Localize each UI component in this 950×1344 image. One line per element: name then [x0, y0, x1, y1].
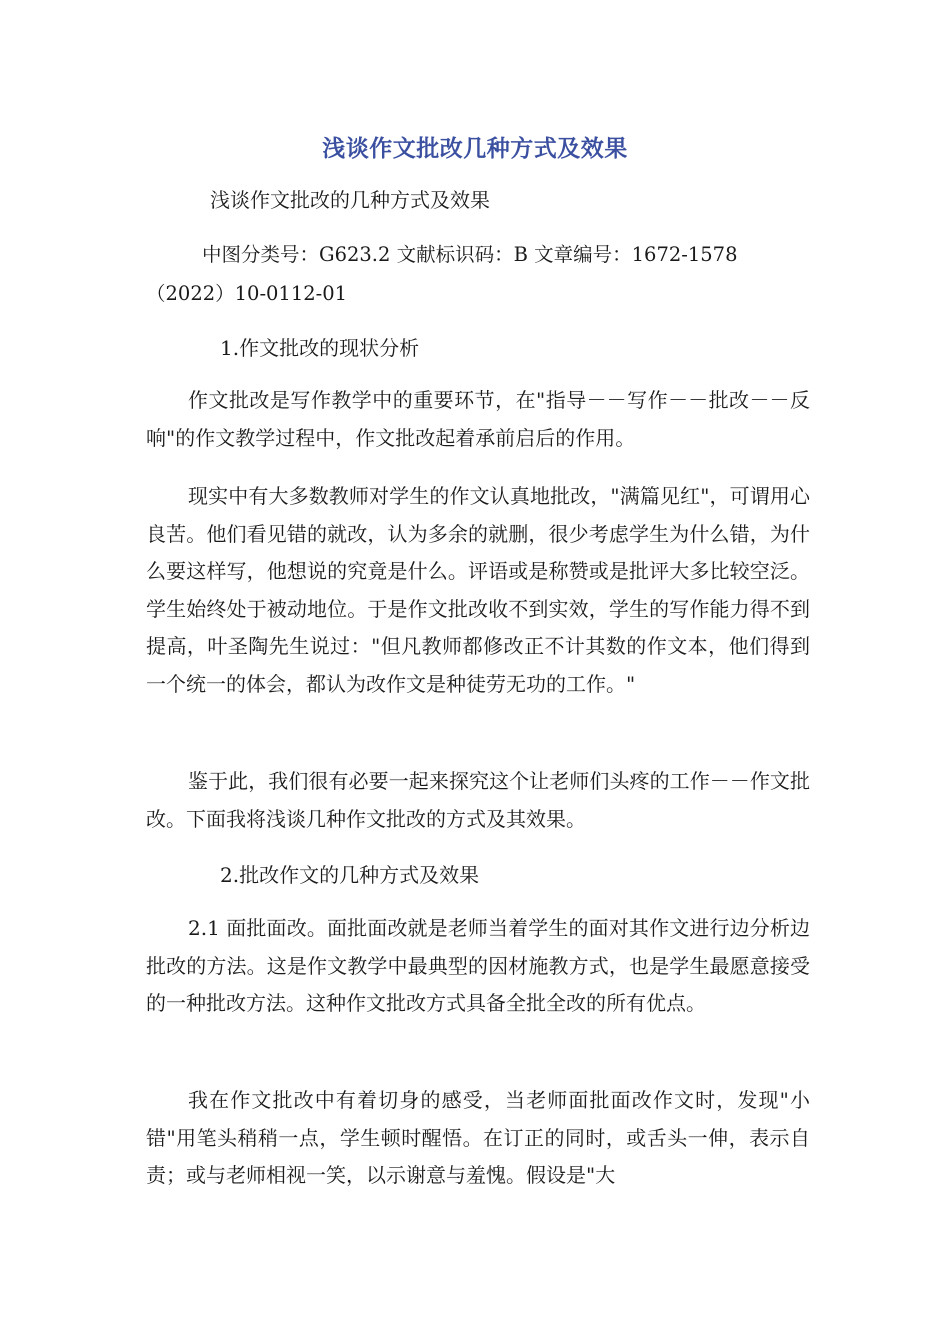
- metadata-line-1: 中图分类号：G623.2 文献标识码：B 文章编号：1672-1578: [202, 243, 738, 266]
- metadata-line-2: （2022）10-0112-01: [146, 282, 348, 305]
- paragraph-1: 作文批改是写作教学中的重要环节，在"指导－－写作－－批改－－反响"的作文教学过程中，作文批改起着承前启后的作用。: [146, 388, 810, 450]
- classification-metadata: [146, 235, 810, 313]
- paragraph-4: 2.1 面批面改。面批面改就是老师当着学生的面对其作文进行边分析边批改的方法。这是作文教学中最典型的因材施教方式，也是学生最愿意接受的一种批改方法。这种作文批改方式具备全批全改的所有优点。: [146, 916, 810, 1015]
- paragraph-2: 现实中有大多数教师对学生的作文认真地批改，"满篇见红"，可谓用心良苦。他们看见错的就改，认为多余的就删，很少考虑学生为什么错，为什么要这样写，他想说的究竟是什么。评语或是称赞或是批评大多比较空泛。学生始终处于被动地位。于是作文批改收不到实效，学生的写作能力得不到提高，叶圣陶先生说过："但凡教师都修改正不计其数的作文本，他们得到一个统一的体会，都认为改作文是种徒劳无功的工作。": [146, 484, 810, 696]
- document-title: 浅谈作文批改几种方式及效果: [322, 136, 628, 162]
- document-subtitle: 浅谈作文批改的几种方式及效果: [210, 188, 490, 212]
- paragraph-3: 鉴于此，我们很有必要一起来探究这个让老师们头疼的工作－－作文批改。下面我将浅谈几种作文批改的方式及其效果。: [146, 769, 810, 831]
- section-heading-2: 2.批改作文的几种方式及效果: [220, 863, 480, 887]
- section-heading-1: 1.作文批改的现状分析: [220, 336, 420, 360]
- paragraph-5: 我在作文批改中有着切身的感受，当老师面批面改作文时，发现"小错"用笔头稍稍一点，学生顿时醒悟。在订正的同时，或舌头一伸，表示自责；或与老师相视一笑，以示谢意与羞愧。假设是"大: [146, 1088, 810, 1187]
